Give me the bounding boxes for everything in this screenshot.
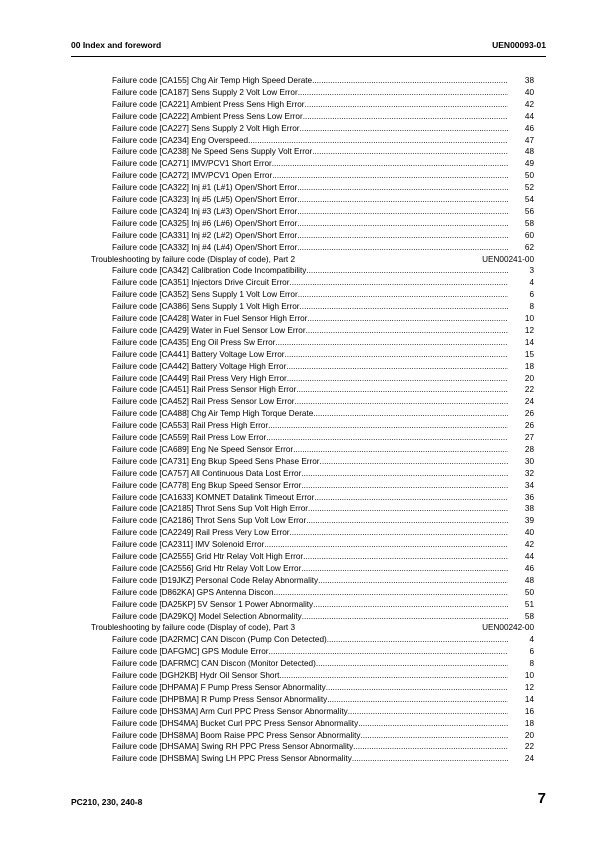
entry-page-number: 26 bbox=[524, 409, 534, 419]
entry-title: Failure code [CA331] Inj #2 (L#2) Open/Short Error bbox=[112, 230, 298, 240]
header-rule bbox=[71, 56, 546, 57]
section-heading-text: Troubleshooting by failure code (Display of code), Part 2 bbox=[91, 254, 296, 264]
entry-title: Failure code [CA452] Rail Press Sensor Low Error bbox=[112, 397, 295, 407]
dot-leader bbox=[303, 551, 508, 563]
entry-title: Failure code [CA386] Sens Supply 1 Volt High Error bbox=[112, 302, 300, 312]
dot-leader bbox=[248, 135, 508, 147]
entry-title: Failure code [CA187] Sens Supply 2 Volt Low Error bbox=[112, 87, 298, 97]
model-footer: PC210, 230, 240-8 bbox=[71, 797, 143, 807]
entry-page-number: 40 bbox=[524, 87, 534, 97]
dot-leader bbox=[348, 706, 508, 718]
toc-entry bbox=[112, 420, 534, 432]
entry-title: Failure code [CA238] Ne Speed Sens Supply Volt Error bbox=[112, 147, 313, 157]
entry-title: Failure code [DHPBMA] R Pump Press Sensor Abnormality bbox=[112, 694, 328, 704]
toc-entry bbox=[112, 265, 534, 277]
page-number: 7 bbox=[537, 790, 546, 807]
toc-entry bbox=[112, 753, 534, 765]
entry-title: Failure code [DHS3MA] Arm Curl PPC Press Sensor Abnormality bbox=[112, 706, 348, 716]
toc-entry bbox=[112, 741, 534, 753]
entry-title: Failure code [CA689] Eng Ne Speed Sensor Error bbox=[112, 444, 294, 454]
page-header bbox=[71, 40, 546, 54]
entry-page-number: 15 bbox=[524, 349, 534, 359]
entry-title: Failure code [CA488] Chg Air Temp High Torque Derate bbox=[112, 409, 314, 419]
entry-title: Failure code [CA2249] Rail Press Very Low Error bbox=[112, 528, 290, 538]
entry-title: Failure code [DHSBMA] Swing LH PPC Press Sensor Abnormality bbox=[112, 754, 352, 764]
entry-title: Failure code [CA352] Sens Supply 1 Volt Low Error bbox=[112, 290, 298, 300]
toc-section-heading bbox=[91, 254, 534, 266]
toc-entry bbox=[112, 468, 534, 480]
entry-title: Failure code [CA2311] IMV Solenoid Error bbox=[112, 540, 265, 550]
section-heading-text: Troubleshooting by failure code (Display of code), Part 3 bbox=[91, 623, 296, 633]
entry-page-number: 27 bbox=[524, 433, 534, 442]
toc-entry bbox=[112, 158, 534, 170]
toc-entry bbox=[112, 670, 534, 682]
entry-page-number: 39 bbox=[524, 516, 534, 526]
entry-page-number: 24 bbox=[524, 754, 534, 764]
dot-leader bbox=[297, 242, 508, 254]
entry-page-number: 51 bbox=[524, 599, 534, 609]
dot-leader bbox=[306, 265, 508, 277]
dot-leader bbox=[312, 146, 508, 158]
toc-entry bbox=[112, 515, 534, 527]
entry-page-number: 44 bbox=[524, 552, 534, 561]
dot-leader bbox=[327, 694, 508, 706]
entry-title: Failure code [DAFGMC] GPS Module Error bbox=[112, 647, 269, 657]
entry-page-number: 14 bbox=[524, 694, 534, 704]
document-code: UEN00093-01 bbox=[492, 40, 546, 50]
toc-entry bbox=[112, 277, 534, 289]
entry-page-number: 40 bbox=[524, 528, 534, 538]
toc-entry bbox=[112, 682, 534, 694]
dot-leader bbox=[308, 503, 508, 515]
toc-entry bbox=[112, 230, 534, 242]
dot-leader bbox=[268, 420, 508, 432]
entry-page-number: 20 bbox=[524, 373, 534, 383]
dot-leader bbox=[272, 170, 508, 182]
entry-page-number: 58 bbox=[524, 611, 534, 621]
dot-leader bbox=[352, 753, 508, 765]
toc-entry bbox=[112, 301, 534, 313]
entry-page-number: 10 bbox=[524, 314, 534, 323]
dot-leader bbox=[327, 634, 508, 646]
entry-title: Failure code [CA731] Eng Bkup Speed Sens Phase Error bbox=[112, 456, 320, 466]
entry-page-number: 50 bbox=[524, 587, 534, 597]
dot-leader bbox=[307, 313, 508, 325]
entry-title: Failure code [CA221] Ambient Press Sens High Error bbox=[112, 99, 305, 109]
entry-page-number: 36 bbox=[524, 492, 534, 502]
entry-title: Failure code [CA351] Injectors Drive Circuit Error bbox=[112, 278, 290, 288]
entry-page-number: 44 bbox=[524, 111, 534, 121]
toc-entry bbox=[112, 408, 534, 420]
entry-page-number: 34 bbox=[524, 480, 534, 490]
entry-title: Failure code [CA272] IMV/PCV1 Open Error bbox=[112, 171, 273, 181]
entry-title: Failure code [CA2555] Grid Htr Relay Volt High Error bbox=[112, 552, 304, 561]
entry-page-number: 38 bbox=[524, 504, 534, 514]
toc-section-heading bbox=[91, 622, 534, 634]
dot-leader bbox=[289, 527, 508, 539]
section-title: 00 Index and foreword bbox=[71, 40, 162, 50]
entry-page-number: 8 bbox=[529, 302, 534, 312]
entry-title: Failure code [CA322] Inj #1 (L#1) Open/Short Error bbox=[112, 183, 298, 193]
entry-page-number: 24 bbox=[524, 397, 534, 407]
toc-entry bbox=[112, 361, 534, 373]
toc-entry bbox=[112, 99, 534, 111]
entry-title: Failure code [DA25KP] 5V Sensor 1 Power Abnormality bbox=[112, 599, 314, 609]
toc-entry bbox=[112, 194, 534, 206]
entry-page-number: 58 bbox=[524, 218, 534, 228]
toc-entry bbox=[112, 527, 534, 539]
toc-entry bbox=[112, 111, 534, 123]
dot-leader bbox=[302, 611, 508, 623]
dot-leader bbox=[293, 444, 508, 456]
dot-leader bbox=[298, 289, 508, 301]
entry-page-number: 56 bbox=[524, 206, 534, 216]
dot-leader bbox=[269, 646, 508, 658]
dot-leader bbox=[316, 658, 508, 670]
entry-title: Failure code [CA325] Inj #6 (L#6) Open/Short Error bbox=[112, 218, 298, 228]
entry-title: Failure code [CA332] Inj #4 (L#4) Open/Short Error bbox=[112, 242, 298, 252]
dot-leader bbox=[296, 384, 508, 396]
toc-entry bbox=[112, 563, 534, 575]
entry-title: Failure code [DHS4MA] Bucket Curl PPC Press Sensor Abnormality bbox=[112, 718, 359, 728]
toc-entry bbox=[112, 718, 534, 730]
toc-entry bbox=[112, 289, 534, 301]
entry-page-number: 22 bbox=[524, 742, 534, 752]
dot-leader bbox=[264, 539, 508, 551]
entry-page-number: 22 bbox=[524, 385, 534, 395]
entry-title: Failure code [CA757] All Continuous Data Lost Error bbox=[112, 468, 302, 478]
entry-page-number: 32 bbox=[524, 468, 534, 478]
dot-leader bbox=[300, 301, 508, 313]
dot-leader bbox=[279, 670, 508, 682]
entry-page-number: 6 bbox=[529, 647, 534, 657]
toc-entry bbox=[112, 456, 534, 468]
entry-title: Failure code [D19JKZ] Personal Code Relay Abnormality bbox=[112, 575, 319, 585]
entry-page-number: 20 bbox=[524, 730, 534, 740]
toc-entry bbox=[112, 313, 534, 325]
entry-page-number: 6 bbox=[529, 290, 534, 300]
toc-entry bbox=[112, 325, 534, 337]
entry-title: Failure code [CA342] Calibration Code Incompatibility bbox=[112, 266, 307, 276]
toc-entry bbox=[112, 206, 534, 218]
toc-entry bbox=[112, 242, 534, 254]
toc-entry bbox=[112, 587, 534, 599]
entry-page-number: 60 bbox=[524, 230, 534, 240]
entry-page-number: 14 bbox=[524, 337, 534, 347]
entry-title: Failure code [CA559] Rail Press Low Error bbox=[112, 433, 267, 442]
toc-entry bbox=[112, 634, 534, 646]
entry-page-number: 28 bbox=[524, 444, 534, 454]
toc-entry bbox=[112, 575, 534, 587]
toc-entry bbox=[112, 539, 534, 551]
entry-title: Failure code [CA2185] Throt Sens Sup Volt High Error bbox=[112, 504, 308, 514]
toc-entry bbox=[112, 373, 534, 385]
toc-entry bbox=[112, 444, 534, 456]
dot-leader bbox=[318, 575, 508, 587]
dot-leader bbox=[353, 741, 508, 753]
toc-entry bbox=[112, 135, 534, 147]
toc-entry bbox=[112, 337, 534, 349]
toc-entry bbox=[112, 75, 534, 87]
dot-leader bbox=[301, 480, 508, 492]
toc-entry bbox=[112, 646, 534, 658]
dot-leader bbox=[297, 182, 508, 194]
entry-title: Failure code [D862KA] GPS Antenna Discon bbox=[112, 587, 274, 597]
entry-page-number: 46 bbox=[524, 563, 534, 573]
entry-title: Failure code [CA428] Water in Fuel Sensor High Error bbox=[112, 314, 308, 323]
dot-leader bbox=[314, 492, 508, 504]
entry-page-number: 42 bbox=[524, 540, 534, 550]
dot-leader bbox=[297, 218, 508, 230]
dot-leader bbox=[297, 230, 508, 242]
dot-leader bbox=[275, 337, 508, 349]
entry-page-number: 46 bbox=[524, 123, 534, 133]
toc-entry bbox=[112, 123, 534, 135]
entry-page-number: 26 bbox=[524, 421, 534, 431]
entry-page-number: 12 bbox=[524, 325, 534, 335]
entry-title: Failure code [CA429] Water in Fuel Sensor Low Error bbox=[112, 325, 306, 335]
entry-title: Failure code [DA2RMC] CAN Discon (Pump Con Detected) bbox=[112, 635, 327, 645]
entry-page-number: 18 bbox=[524, 718, 534, 728]
toc-entry bbox=[112, 218, 534, 230]
dot-leader bbox=[266, 432, 508, 444]
entry-title: Failure code [CA1633] KOMNET Datalink Timeout Error bbox=[112, 492, 315, 502]
entry-page-number: 30 bbox=[524, 456, 534, 466]
dot-leader bbox=[313, 599, 508, 611]
entry-title: Failure code [CA271] IMV/PCV1 Short Error bbox=[112, 159, 272, 169]
entry-page-number: 8 bbox=[529, 659, 534, 669]
dot-leader bbox=[303, 111, 508, 123]
entry-title: Failure code [CA2186] Throt Sens Sup Volt Low Error bbox=[112, 516, 307, 526]
dot-leader bbox=[305, 99, 509, 111]
entry-page-number: 52 bbox=[524, 183, 534, 193]
toc-entry bbox=[112, 503, 534, 515]
toc-entry bbox=[112, 551, 534, 563]
entry-title: Failure code [CA442] Battery Voltage High Error bbox=[112, 361, 287, 371]
entry-title: Failure code [CA2556] Grid Htr Relay Volt Low Error bbox=[112, 563, 302, 573]
toc-entry bbox=[112, 146, 534, 158]
toc-entry bbox=[112, 658, 534, 670]
entry-title: Failure code [DHSAMA] Swing RH PPC Press Sensor Abnormality bbox=[112, 742, 354, 752]
dot-leader bbox=[289, 277, 508, 289]
dot-leader bbox=[306, 325, 508, 337]
entry-title: Failure code [CA227] Sens Supply 2 Volt High Error bbox=[112, 123, 300, 133]
entry-page-number: 47 bbox=[524, 135, 534, 145]
entry-page-number: 62 bbox=[524, 242, 534, 252]
dot-leader bbox=[320, 456, 508, 468]
dot-leader bbox=[297, 206, 508, 218]
entry-title: Failure code [DAFRMC] CAN Discon (Monitor Detected) bbox=[112, 659, 316, 669]
entry-page-number: 18 bbox=[524, 361, 534, 371]
toc-entry bbox=[112, 182, 534, 194]
toc-entry bbox=[112, 349, 534, 361]
dot-leader bbox=[297, 194, 508, 206]
entry-page-number: 12 bbox=[524, 682, 534, 692]
entry-page-number: 54 bbox=[524, 195, 534, 204]
entry-title: Failure code [CA449] Rail Press Very High Error bbox=[112, 373, 287, 383]
dot-leader bbox=[294, 396, 508, 408]
entry-title: Failure code [DHS8MA] Boom Raise PPC Press Sensor Abnormality bbox=[112, 730, 361, 740]
section-doc-code: UEN00242-00 bbox=[482, 623, 534, 633]
entry-title: Failure code [CA553] Rail Press High Error bbox=[112, 421, 269, 431]
toc-entry bbox=[112, 480, 534, 492]
dot-leader bbox=[274, 587, 508, 599]
entry-page-number: 49 bbox=[524, 159, 534, 169]
entry-title: Failure code [CA155] Chg Air Temp High Speed Derate bbox=[112, 76, 313, 85]
entry-page-number: 4 bbox=[529, 278, 534, 288]
entry-title: Failure code [CA324] Inj #3 (L#3) Open/Short Error bbox=[112, 206, 298, 216]
entry-page-number: 50 bbox=[524, 171, 534, 181]
entry-title: Failure code [DA29KQ] Model Selection Abnormality bbox=[112, 611, 302, 621]
toc-entry bbox=[112, 730, 534, 742]
entry-title: Failure code [CA435] Eng Oil Press Sw Error bbox=[112, 337, 276, 347]
dot-leader bbox=[286, 361, 508, 373]
dot-leader bbox=[312, 75, 508, 87]
entry-page-number: 16 bbox=[524, 706, 534, 716]
entry-page-number: 3 bbox=[529, 266, 534, 276]
entry-page-number: 4 bbox=[529, 635, 534, 645]
toc-entry bbox=[112, 396, 534, 408]
dot-leader bbox=[301, 468, 508, 480]
dot-leader bbox=[300, 123, 508, 135]
dot-leader bbox=[287, 373, 508, 385]
dot-leader bbox=[306, 515, 508, 527]
entry-page-number: 38 bbox=[524, 76, 534, 85]
toc-entry bbox=[112, 432, 534, 444]
entry-page-number: 48 bbox=[524, 575, 534, 585]
entry-page-number: 48 bbox=[524, 147, 534, 157]
entry-title: Failure code [CA234] Eng Overspeed bbox=[112, 135, 249, 145]
toc-entry bbox=[112, 170, 534, 182]
entry-page-number: 10 bbox=[524, 671, 534, 680]
toc-entry bbox=[112, 611, 534, 623]
dot-leader bbox=[313, 408, 508, 420]
toc-entry bbox=[112, 87, 534, 99]
dot-leader bbox=[358, 718, 508, 730]
toc-entry bbox=[112, 599, 534, 611]
entry-title: Failure code [CA441] Battery Voltage Low Error bbox=[112, 349, 285, 359]
dot-leader bbox=[298, 87, 508, 99]
dot-leader bbox=[301, 563, 508, 575]
section-doc-code: UEN00241-00 bbox=[482, 254, 534, 264]
entry-title: Failure code [CA323] Inj #5 (L#5) Open/Short Error bbox=[112, 195, 298, 204]
entry-title: Failure code [CA451] Rail Press Sensor High Error bbox=[112, 385, 297, 395]
toc-entry bbox=[112, 492, 534, 504]
toc-entry bbox=[112, 706, 534, 718]
dot-leader bbox=[326, 682, 508, 694]
toc-entry bbox=[112, 384, 534, 396]
dot-leader bbox=[360, 730, 508, 742]
dot-leader bbox=[272, 158, 508, 170]
entry-title: Failure code [DHPAMA] F Pump Press Sensor Abnormality bbox=[112, 682, 326, 692]
entry-title: Failure code [DGH2KB] Hydr Oil Sensor Short bbox=[112, 671, 280, 680]
toc-entry bbox=[112, 694, 534, 706]
entry-page-number: 42 bbox=[524, 99, 534, 109]
dot-leader bbox=[284, 349, 508, 361]
entry-title: Failure code [CA778] Eng Bkup Speed Sensor Error bbox=[112, 480, 302, 490]
entry-title: Failure code [CA222] Ambient Press Sens Low Error bbox=[112, 111, 303, 121]
